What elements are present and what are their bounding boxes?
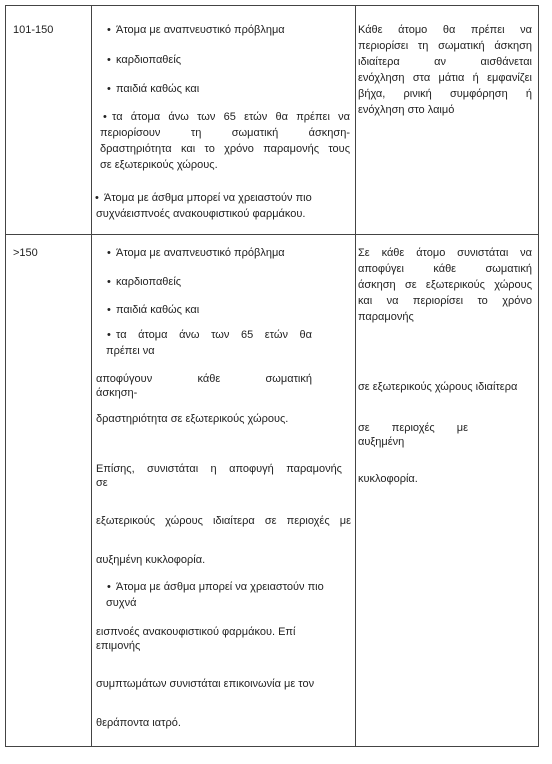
advice-text: αυξημένη	[358, 436, 405, 448]
list-item-text: περιορίσουν τη σωματική άσκηση-	[100, 127, 350, 139]
advice-text: κυκλοφορία.	[358, 473, 418, 485]
list-item-text: πρέπει να	[106, 345, 155, 357]
body-text: αυξημένη κυκλοφορία.	[96, 554, 206, 566]
table-border-top	[5, 5, 539, 6]
body-text: συμπτωμάτων συνιστάται επικοινωνία με τον	[96, 678, 315, 690]
advice-text: και να περιορίσει το χρόνο	[358, 295, 532, 307]
advice-text: περιορίσει τη σωματική άσκηση	[358, 40, 532, 52]
list-item: • τα άτομα άνω των 65 ετών θα πρέπει να	[112, 110, 350, 125]
advice-text: παραμονής	[358, 311, 414, 323]
list-item: • παιδιά καθώς και	[116, 303, 199, 318]
body-text: επιμονής	[96, 640, 141, 652]
list-item-text: σε εξωτερικούς χώρους.	[100, 159, 218, 171]
body-text: αποφύγουν κάθε σωματική	[96, 373, 312, 385]
table-border-left	[5, 5, 6, 747]
body-text: δραστηριότητα σε εξωτερικούς χώρους.	[96, 413, 289, 425]
list-item: • Άτομα με άσθμα μπορεί να χρειαστούν πιο	[116, 580, 324, 595]
advice-text: Κάθε άτομο θα πρέπει να	[358, 24, 532, 36]
range-cell: 101-150	[13, 24, 54, 36]
list-item-text: συχνάεισπνοές ανακουφιστικού φαρμάκου.	[96, 208, 306, 220]
advice-text: βήχα, ρινική συμφόρηση ή	[358, 88, 532, 100]
list-item-text: δραστηριότητα και το χρόνο παραμονής τους	[100, 143, 350, 155]
advice-text: ενόχληση στα μάτια ή εμφανίζει	[358, 72, 532, 84]
table-border-bottom	[5, 746, 539, 747]
body-text: άσκηση-	[96, 387, 138, 399]
table-border-right	[538, 5, 539, 747]
list-item: • Άτομα με αναπνευστικό πρόβλημα	[116, 246, 285, 261]
range-cell: >150	[13, 247, 38, 259]
body-text: εισπνοές ανακουφιστικού φαρμάκου. Επί	[96, 626, 296, 638]
column-divider-1	[91, 5, 92, 747]
body-text: Επίσης, συνιστάται η αποφυγή παραμονής	[96, 463, 342, 475]
list-item: • καρδιοπαθείς	[116, 275, 181, 290]
list-item-text: συχνά	[106, 597, 137, 609]
advice-text: σε περιοχές με	[358, 422, 468, 434]
column-divider-2	[355, 5, 356, 747]
advice-text: αποφύγει κάθε σωματική	[358, 263, 532, 275]
body-text: εξωτερικούς χώρους ιδιαίτερα σε περιοχές με	[96, 515, 351, 527]
list-item: • Άτομα με άσθμα μπορεί να χρειαστούν πιο	[104, 191, 312, 206]
list-item: • Άτομα με αναπνευστικό πρόβλημα	[116, 23, 285, 38]
advice-text: σε εξωτερικούς χώρους ιδιαίτερα	[358, 381, 518, 393]
air-quality-table	[5, 5, 539, 747]
advice-text: ιδιαίτερα αν αισθάνεται	[358, 56, 532, 68]
advice-text: Σε κάθε άτομο συνιστάται να	[358, 247, 532, 259]
advice-text: άσκηση σε εξωτερικούς χώρους	[358, 279, 532, 291]
body-text: θεράποντα ιατρό.	[96, 717, 181, 729]
row-divider	[5, 234, 539, 235]
list-item: • καρδιοπαθείς	[116, 53, 181, 68]
body-text: σε	[96, 477, 108, 489]
list-item: • παιδιά καθώς και	[116, 82, 199, 97]
advice-text: ενόχληση στο λαιμό	[358, 104, 455, 116]
list-item: • τα άτομα άνω των 65 ετών θα	[116, 328, 312, 343]
